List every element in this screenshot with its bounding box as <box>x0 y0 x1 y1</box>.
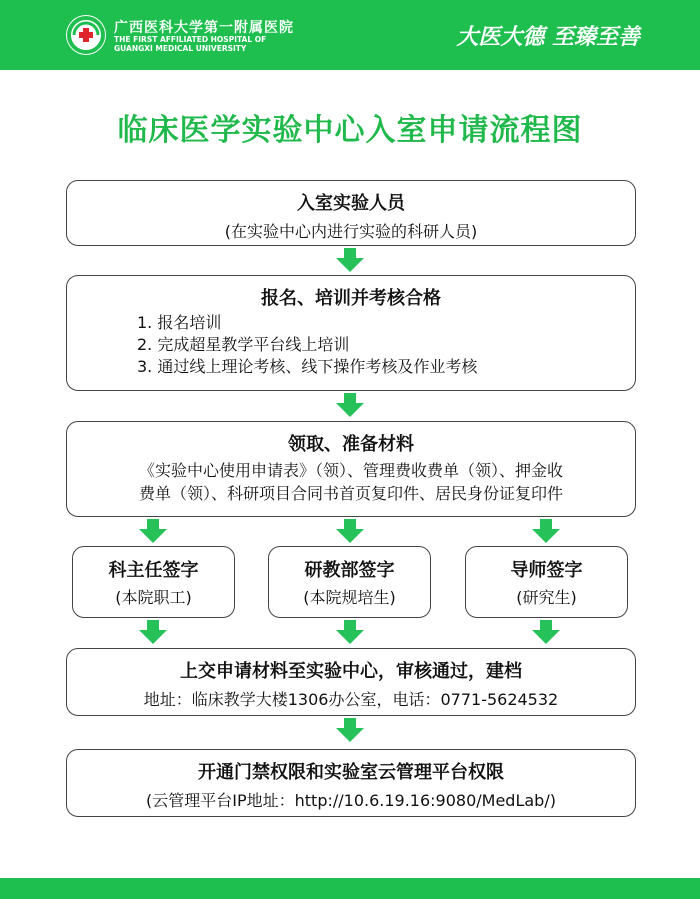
step-item: 2. 完成超星教学平台线上培训 <box>137 335 350 354</box>
step-sign-department-head <box>72 546 235 618</box>
step-text: (云管理平台IP地址：http://10.6.19.16:9080/MedLab/) <box>146 791 556 810</box>
page-title: 临床医学实验中心入室申请流程图 <box>117 113 583 148</box>
step-heading: 科主任签字 <box>108 560 199 581</box>
step-heading: 研教部签字 <box>304 560 395 581</box>
step-registration-training <box>66 275 636 391</box>
step-heading: 入室实验人员 <box>297 193 405 214</box>
header-banner <box>0 0 700 70</box>
hospital-logo-icon <box>66 15 106 55</box>
step-text: 《实验中心使用申请表》（领）、管理费收费单（领）、押金收 <box>138 461 563 480</box>
step-heading: 报名、培训并考核合格 <box>261 288 441 309</box>
step-heading: 导师签字 <box>510 560 583 581</box>
step-text: (本院职工) <box>115 588 192 607</box>
step-text: (研究生) <box>516 588 577 607</box>
step-text: 地址：临床教学大楼1306办公室，电话：0771-5624532 <box>143 690 559 709</box>
step-sign-supervisor <box>465 546 628 618</box>
step-sign-research-dept <box>268 546 431 618</box>
hospital-name-cn: 广西医科大学第一附属医院 <box>114 20 294 36</box>
step-prepare-materials <box>66 421 636 517</box>
footer-bar <box>0 878 700 899</box>
step-item: 1. 报名培训 <box>137 313 222 332</box>
step-text: 费单（领）、科研项目合同书首页复印件、居民身份证复印件 <box>138 484 563 503</box>
step-grant-access <box>66 749 636 817</box>
step-heading: 上交申请材料至实验中心，审核通过，建档 <box>180 661 522 682</box>
step-submit-materials <box>66 648 636 716</box>
step-heading: 开通门禁权限和实验室云管理平台权限 <box>198 762 504 783</box>
step-heading: 领取、准备材料 <box>288 434 414 455</box>
step-item: 3. 通过线上理论考核、线下操作考核及作业考核 <box>137 357 478 376</box>
step-entry-personnel <box>66 180 636 246</box>
hospital-name-en: THE FIRST AFFILIATED HOSPITAL OF GUANGXI MEDICAL UNIVERSITY <box>114 35 267 53</box>
step-text: (本院规培生) <box>303 588 396 607</box>
step-text: (在实验中心内进行实验的科研人员) <box>224 222 478 241</box>
hospital-motto: 大医大德 至臻至善 <box>456 24 640 50</box>
